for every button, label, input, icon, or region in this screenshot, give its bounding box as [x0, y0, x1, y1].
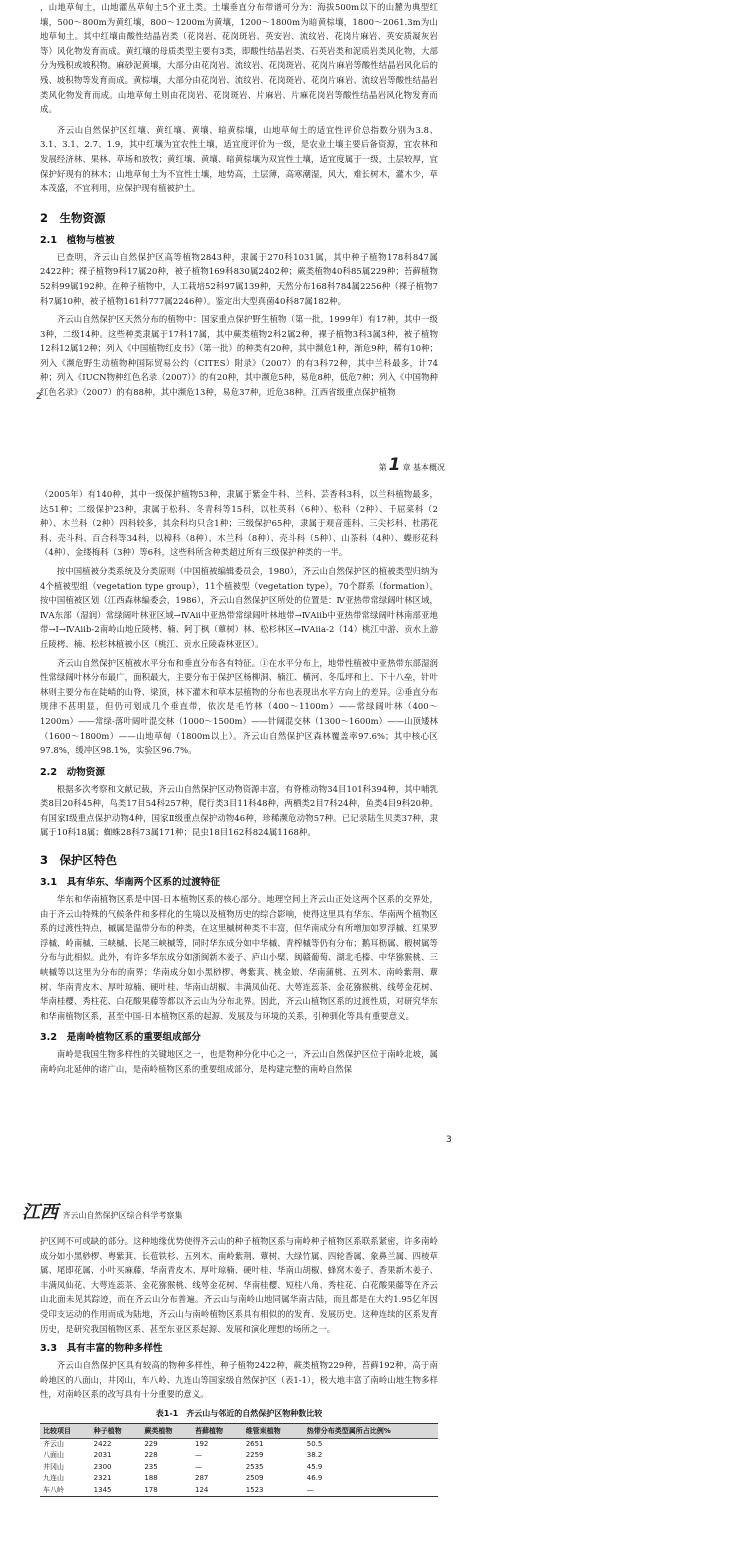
table-cell: 2535 — [245, 1462, 264, 1471]
subsection-heading: 2.2 动物资源 — [40, 766, 105, 778]
table-cell: 1345 — [91, 1485, 142, 1497]
page-2 — [0, 0, 750, 415]
table-cell: 2321 — [93, 1474, 112, 1483]
table-cell: 八面山 — [43, 1451, 64, 1460]
table-header-cell: 苔藓植物 — [192, 1423, 243, 1438]
table-cell: — — [195, 1462, 203, 1471]
section-heading: 2 生物资源 — [40, 210, 106, 225]
table-title: 表1-1 齐云山与邻近的自然保护区物种数比较 — [155, 1408, 323, 1418]
table-cell: 井冈山 — [43, 1462, 64, 1471]
table-cell: 192 — [195, 1439, 209, 1448]
species-comparison-table — [40, 1423, 438, 1498]
table-row — [40, 1450, 438, 1462]
table-header-cell: 种子植物 — [91, 1423, 142, 1438]
paragraph: 齐云山自然保护区具有较高的物种多样性，种子植物2422种，蕨类植物229种，苔藓192种，高于南岭地区的八面山，井冈山，车八岭、九连山等国家级自然保护区（表1-1），极大地丰富了南岭山地生物多样性，对南岭区系的改写具有十分重要的意义。 — [40, 1360, 438, 1400]
table-header-cell: 热带分布类型属所占比例% — [304, 1423, 438, 1438]
table-cell: 287 — [195, 1474, 209, 1483]
table-row — [40, 1485, 438, 1497]
table-cell: 235 — [144, 1462, 158, 1471]
running-head-logo: 江西 — [22, 1202, 58, 1223]
paragraph: ，山地草甸土，山地灌丛草甸土5个亚土类。土壤垂直分布带谱可分为：海拔500m以下的山麓为典型红壤，500～800m为黄红壤，800～1200m为黄壤，1200～1800m为暗黄棕壤，1800～2061.3m为山地草甸土。其中红壤由酸性结晶岩类（花岗岩、花岗斑岩、英安岩、流纹岩、花岗片麻岩、英安质凝灰岩等）风化物发育而成。黄红壤的母质类型主要有3类，即酸性结晶岩类、石英岩类和泥质岩类风化物，大部分为残积或坡积物。麻砂泥黄壤，大部分由花岗岩、流纹岩、花岗斑岩、花岗片麻岩等酸性结晶岩风化后的残、坡积物等发育而成。黄棕壤，大部分由花岗岩、流纹岩、花岗斑岩、花岗片麻岩、流纹岩等酸性结晶岩类风化物发育而成。山地草甸土则由花岗岩、花岗斑岩、片麻岩、片麻花岗岩等酸性结晶岩风化物发育而成。 — [40, 2, 438, 115]
table-cell: — — [304, 1485, 438, 1497]
paragraph: 南岭是我国生物多样性的关键地区之一，也是物种分化中心之一，齐云山自然保护区位于南岭北坡，属南岭向北延伸的诸广山，是南岭植物区系的重要组成部分，是构建完整的南岭自然保 — [40, 1049, 438, 1074]
table-row — [40, 1473, 438, 1485]
running-head-title: 齐云山自然保护区综合科学考察集 — [62, 1211, 183, 1220]
paragraph: 已查明，齐云山自然保护区高等植物2843种，隶属于270科1031属，其中种子植物178科847属2422种；裸子植物9科17属20种，被子植物169科830属2402种；蕨类植物40科85属229种；苔藓植物52科99属192种。在种子植物中，人工栽培52科97属139种，天然分布168科784属2256种（裸子植物7科7属10种，被子植物161科777属2246种）。鉴定出大型真菌40科87属182种。 — [40, 251, 438, 306]
table-cell: 2651 — [245, 1439, 264, 1448]
table-cell: 1523 — [243, 1485, 304, 1497]
page-3 — [0, 455, 750, 1145]
chapter-suffix: 章 — [402, 463, 411, 472]
table-cell: 188 — [144, 1474, 158, 1483]
table-header-cell: 比较项目 — [40, 1423, 91, 1438]
page-number: 2 — [36, 392, 42, 402]
table-cell: 2031 — [93, 1451, 112, 1460]
table-cell: 178 — [141, 1485, 192, 1497]
table-cell: 车八岭 — [40, 1485, 91, 1497]
table-cell: 2259 — [245, 1451, 264, 1460]
table-cell: 2422 — [93, 1439, 112, 1448]
subsection-heading: 2.1 植物与植被 — [40, 234, 115, 246]
section-heading: 3 保护区特色 — [40, 853, 118, 868]
running-head-title: 基本概况 — [413, 463, 445, 472]
table-row — [40, 1438, 438, 1450]
paragraph: 齐云山自然保护区植被水平分布和垂直分布各有特征。①在水平分布上，地带性植被中亚热带东部湿润性常绿阔叶林分布最广，面积最大，主要分布于保护区杨柳洞、楠江、横河、冬瓜坪和上、下十八垒，针叶林则主要分布在陡峭的山脊、梁顶，林下灌木和草本层植物的分布也表现出水平方向上的差异。②垂直分布规律不甚明显，但仍可划成几个垂直带，依次是毛竹林（400～1100m）——常绿阔叶林（400～1200m）——常绿-落叶阔叶混交林（1000～1500m）——针阔混交林（1300～1600m）——山顶矮林（1600～1800m）——山地草甸（1800m以上）。齐云山自然保护区森林覆盖率97.6%；其中核心区97.8%，缓冲区98.1%，实验区96.7%。 — [40, 657, 438, 756]
table-cell: 九连山 — [43, 1474, 64, 1483]
page-number: 3 — [446, 1135, 452, 1145]
paragraph: 护区网不可或缺的部分。这种地缘优势使得齐云山的种子植物区系与南岭种子植物区系联系紧密，许多南岭成分如小黑桫椤、粤紫萁、长苞铁杉、五列木、南岭紫荆、蕈树、大绿竹属、四轮香属、象鼻兰属、四棱草属、尾即花属、小叶买麻藤、华南青皮木、厚叶琼楠、硬叶桂、华南山胡椒、蜂窝木姜子、香果新木姜子、丰满凤仙花、大萼连蕊茶、金花猕猴桃、线萼金花树、华南桂樱、短柱八角、秀柱花、白花酸果藤等在齐云山北面未见其踪迹，而在齐云山分布普遍。齐云山与南岭山地同属华南古陆，而且都是在大约1.95亿年因受印支运动的作用而成为陆地，齐云山与南岭植物区系具有相似的的发育、发展历史。这种连续的区系发育历史，是研究我国植物区系、甚至东亚区系起源、发展和演化理想的场所之一。 — [40, 1236, 438, 1334]
paragraph: 按中国植被分类系统及分类原则（中国植被编辑委员会，1980），齐云山自然保护区的植被类型归纳为4个植被型组（vegetation type group），11个植被型（vegetation type），70个群系（formation）。按中国植被区划（江西森林编委会，1986），齐云山自然保护区所处的位置是：Ⅳ亚热带常绿阔叶林区域，ⅣA东部（湿润）常绿阔叶林亚区域→ⅣAii中亚热带常绿阔叶林地带→ⅣAiib中亚热带常绿阔叶林南部亚地带→Ⅰ→ⅣAiib-2南岭山地丘陵栲、楠、阿丁枫（蕈树）林、松杉林区→ⅣAiia-2（14）桃江中游、贡水上游丘陵栲、楠、松杉林植被小区（桃江、贡水丘陵森林亚区）。 — [40, 565, 438, 649]
table-cell: 124 — [192, 1485, 243, 1497]
paragraph: 根据多次考察和文献记载，齐云山自然保护区动物资源丰富，有脊椎动物34目101科394种，其中哺乳类8目20科45种，鸟类17目54科257种，爬行类3目11科48种，两栖类2目7科24种，鱼类4目9科20种。有国家Ⅰ级重点保护动物4种，国家Ⅱ级重点保护动物46种，珍稀濒危动物57种。已记录陆生贝类37种，隶属于10科18属；蜘蛛28科73属171种；昆虫18目162科824属1168种。 — [40, 783, 438, 838]
table-cell: 50.5 — [306, 1439, 323, 1448]
table-cell: 2509 — [245, 1474, 264, 1483]
table-row — [40, 1462, 438, 1474]
table-header-cell: 维管束植物 — [243, 1423, 304, 1438]
page-4 — [0, 1198, 750, 1546]
table-cell: 46.9 — [306, 1474, 323, 1483]
table-header-cell: 蕨类植物 — [141, 1423, 192, 1438]
table-header-row — [40, 1423, 438, 1438]
subsection-heading: 3.3 具有丰富的物种多样性 — [40, 1343, 163, 1355]
running-head — [22, 1198, 183, 1224]
table-cell: 228 — [144, 1451, 158, 1460]
paragraph: 齐云山自然保护区红壤、黄红壤、黄壤、暗黄棕壤，山地草甸土的适宜性评价总指数分别为3.8、3.1、3.1、2.7、1.9，其中红壤为宜农性土壤，适宜度评价为一级，是农业土壤主要后备资源，宜农林和发展经济林、果林、草场和放牧；黄红壤、黄壤、暗黄棕壤为双宜性土壤，适宜度属于一级，土层较厚，宜保护好现有的林木；山地草甸土为不宜性土壤，地势高，土层薄，高寒潮湿，风大，难长树木，灌木少，草本茂盛，不宜利用，应保护现有植被护土。 — [40, 124, 438, 194]
subsection-heading: 3.2 是南岭植物区系的重要组成部分 — [40, 1032, 201, 1044]
table-cell: 2300 — [93, 1462, 112, 1471]
paragraph: （2005年）有140种，其中一级保护植物53种，隶属于紫金牛科、兰科、芸香科3科，以兰科植物最多，达51种；二级保护23种，隶属于松科、冬青科等15科，以杜英科（6种）、松科（2种）、千屈菜科（2种）、木兰科（2种）四科较多，其余科均只含1种；三级保护65种，隶属于观音莲科、三尖杉科、杜鹃花科、壳斗科、百合科等34科，以樟科（8种）、木兰科（8种）、壳斗科（5种）、山茶科（4种）、蝶形花科（4种）、金缕梅科（3种）等6科，这些科所含种类超过所有三级保护种类的一半。 — [40, 489, 438, 558]
table-cell: 38.2 — [306, 1451, 323, 1460]
paragraph: 齐云山自然保护区天然分布的植物中：国家重点保护野生植物（第一批，1999年）有17种，其中一级3种，二级14种。这些种类隶属于17科17属，其中蕨类植物2科2属2种，裸子植物3科3属3种，被子植物12科12属12种；列入《中国植物红皮书》（第一批）的种类有20种，其中濒危1种，渐危9种，稀有10种；列入《濒危野生动植物种国际贸易公约（CITES）附录》（2007）的有3科72种，其中兰科最多，计74种；列入《IUCN物种红色名录（2007）》的有20种，其中濒危5种，易危8种，低危7种；列入《中国物种红色名录》（2007）的有88种，其中濒危13种，易危37种，近危38种。江西省级重点保护植物 — [40, 314, 438, 398]
chapter-prefix: 第 — [378, 463, 387, 472]
table-cell: 229 — [144, 1439, 158, 1448]
paragraph: 华东和华南植物区系是中国-日本植物区系的核心部分。地理空间上齐云山正处这两个区系的交界处，由于齐云山特殊的气候条件和多样化的生境以及植物历史的综合影响，使得这里具有华东、华南两个植物区系的过渡性特点，槭属是温带分布的种类，在这里槭树种类不丰富，但华南成分有所增加如罗浮槭、红果罗浮槭、岭南槭、三峡槭、长尾三峡槭等，同时华东成分如中华槭、青榨槭等仍有分布；鹅耳枥属、椴树属等分布与此相似。此外，有许多华东成分如浙闽新木姜子、庐山小檗、闽赣葡萄、湖北毛榛、中华猕猴桃、三峡槭等以这里为分布的南界；华南成分如小黑桫椤、粤紫萁、桃金娘、华南蒲桃、五列木、南岭紫荆、蕈树、华南青皮木、厚叶琼楠、硬叶桂、华南山胡椒、丰满凤仙花、大萼连蕊茶、金花猕猴桃、线萼金花树、华南桂樱、秀柱花、白花酸果藤等都以齐云山为分布北界。因此，齐云山植物区系的过渡性质，对研究华东和华南植物区系，甚至中国-日本植物区系的起源、发展及与环境的关系，引种驯化等具有重要意义。 — [40, 894, 438, 1021]
table-cell: 45.9 — [306, 1462, 323, 1471]
running-head — [379, 455, 445, 475]
table-cell: 齐云山 — [43, 1439, 64, 1448]
table-cell: — — [195, 1451, 203, 1460]
chapter-number: 1 — [388, 455, 401, 475]
subsection-heading: 3.1 具有华东、华南两个区系的过渡特征 — [40, 877, 221, 889]
